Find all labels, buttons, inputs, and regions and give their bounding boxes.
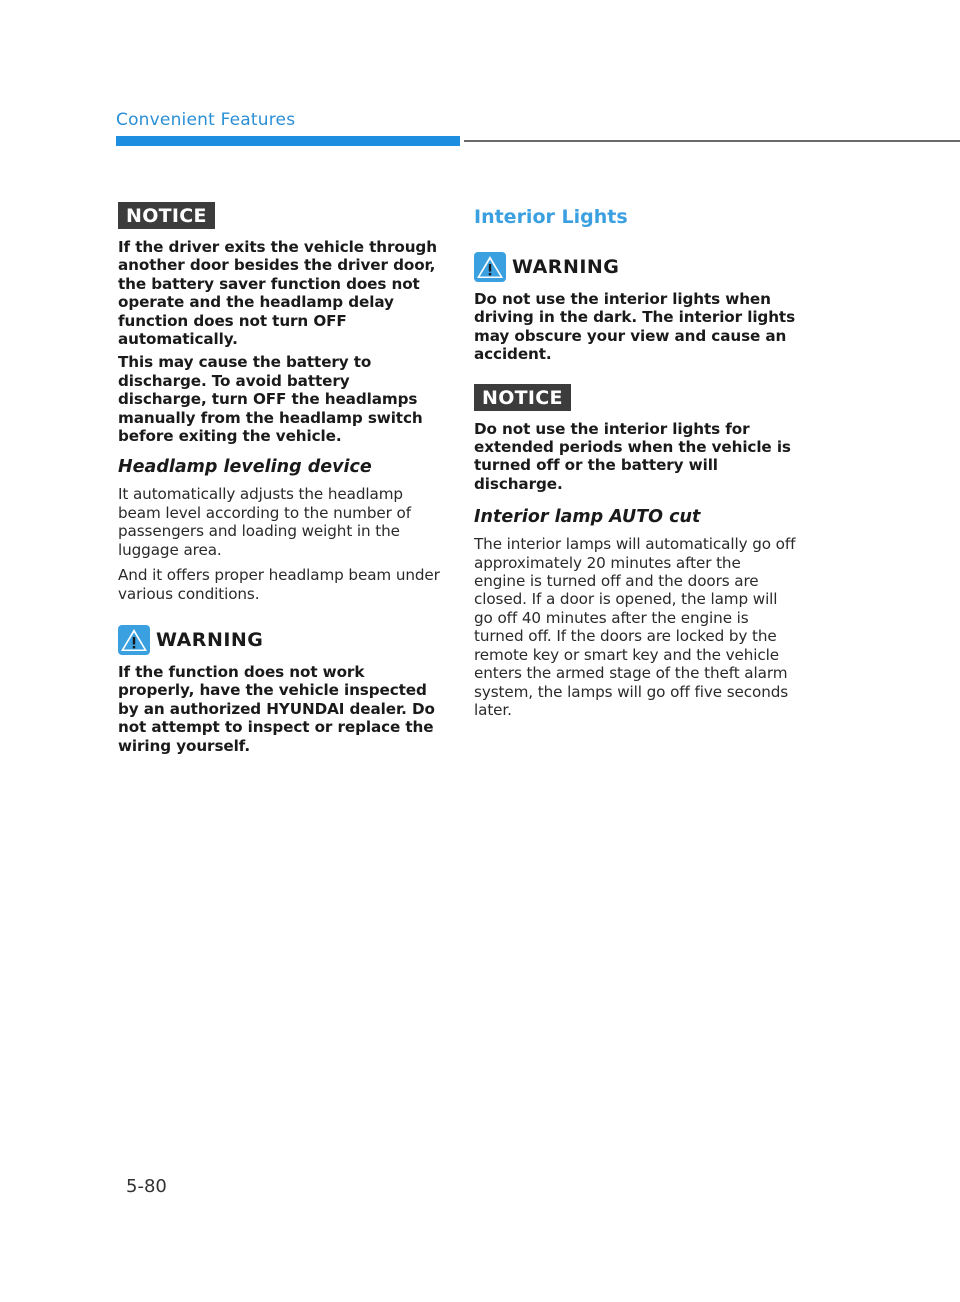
- right-column: [474, 206, 796, 726]
- chapter-title: Convenient Features: [116, 110, 296, 130]
- subsection-heading: Interior lamp AUTO cut: [474, 507, 701, 528]
- notice-badge: NOTICE: [118, 202, 215, 229]
- notice-block: [118, 202, 440, 445]
- notice-paragraph: Do not use the interior lights for extended periods when the vehicle is turned off or the battery will discharge.: [474, 419, 791, 493]
- page-number: 5-80: [126, 1176, 167, 1197]
- warning-label: WARNING: [156, 628, 264, 651]
- body-paragraph: And it offers proper headlamp beam under various conditions.: [118, 566, 440, 603]
- body-paragraph: It automatically adjusts the headlamp beam level according to the number of passengers and loading weight in the luggage area.: [118, 485, 411, 559]
- warning-block: [474, 252, 796, 364]
- warning-title: [474, 252, 796, 282]
- notice-block: [474, 384, 796, 494]
- warning-triangle-icon: [118, 625, 150, 655]
- section-heading: Interior Lights: [474, 206, 628, 228]
- warning-block: [118, 625, 440, 755]
- header-divider: [464, 140, 960, 142]
- warning-label: WARNING: [512, 256, 620, 278]
- warning-title: [118, 625, 440, 655]
- notice-badge: NOTICE: [474, 384, 571, 411]
- header-accent-bar: [116, 136, 460, 146]
- notice-paragraph: If the driver exits the vehicle through another door besides the driver door, the battery saver function does not operate and the headlamp delay function does not turn OFF automatically.: [118, 238, 437, 349]
- warning-text: Do not use the interior lights when driving in the dark. The interior lights may obscure your view and cause an accident.: [474, 290, 796, 364]
- notice-paragraph: This may cause the battery to discharge. To avoid battery discharge, turn OFF the headlamps manually from the headlamp switch before exiting the vehicle.: [118, 353, 423, 446]
- left-column: [118, 202, 440, 760]
- warning-triangle-icon: [474, 252, 506, 282]
- body-paragraph: The interior lamps will automatically go off approximately 20 minutes after the engine is turned off and the doors are closed. If a door is opened, the lamp will go off 40 minutes after the engine is turned off. If the doors are locked by the remote key or smart key and the vehicle enters the armed stage of the theft alarm system, the lamps will go off five seconds later.: [474, 535, 796, 719]
- subsection-heading: Headlamp leveling device: [118, 457, 372, 478]
- warning-text: If the function does not work properly, have the vehicle inspected by an authorized HYUNDAI dealer. Do not attempt to inspect or replace the wiring yourself.: [118, 662, 435, 755]
